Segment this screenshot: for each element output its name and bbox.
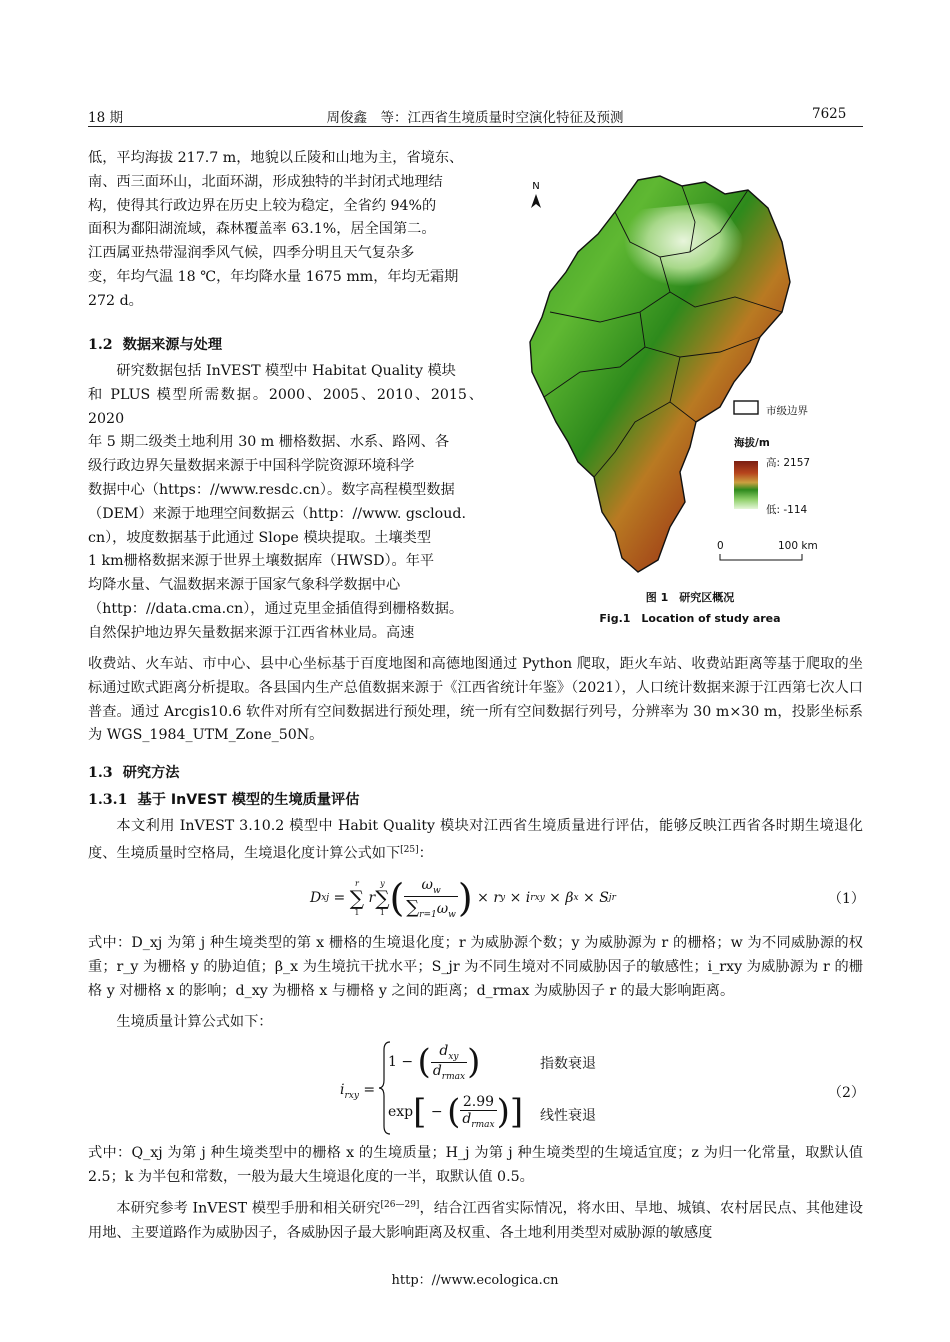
paragraph-eq1-variables: 式中：D_xj 为第 j 种生境类型的第 x 栅格的生境退化度；r 为威胁源个数；y 为威胁源为 r 的栅格；w 为不同威胁源的权重；r_y 为栅格 y 的胁迫值；β_x 为生境抗干扰水平；S_jr 为不同生境对不同威胁因子的敏感性；i_rxy 为威胁源为 r 的栅格 y 对栅格 x 的影响；d_xy 为栅格 x 与栅格 y 之间的距离；d_rmax 为威胁因子 r 的最大影响距离。 xyxy=(88,935,863,999)
paragraph-data-sources xyxy=(88,360,483,646)
legend-elevation-bar xyxy=(734,461,758,509)
paragraph-threat-factors xyxy=(88,1194,863,1245)
scale-zero-label: 0 xyxy=(717,540,724,552)
equation-1-number: （1） xyxy=(828,891,865,907)
section-1-3-heading xyxy=(88,762,179,782)
line: （DEM）来源于地理空间数据云（http：//www. gscloud. xyxy=(88,505,466,522)
line: 和 PLUS 模型所需数据。2000、2005、2010、2015、2020 xyxy=(88,386,483,427)
scale-end-label: 100 km xyxy=(778,540,818,552)
line: cn），坡度数据基于此通过 Slope 模块提取。土壤类型 xyxy=(88,529,432,546)
equation-2-number: （2） xyxy=(828,1085,865,1101)
line: 年 5 期二级类土地利用 30 m 栅格数据、水系、路网、各 xyxy=(88,434,450,451)
section-number: 1.3 xyxy=(88,765,113,781)
line: 1 km栅格数据来源于世界土壤数据库（HWSD）。年平 xyxy=(88,553,435,570)
page-number: 7625 xyxy=(812,106,847,122)
citation: [25] xyxy=(400,844,419,855)
label-linear-decay: 线性衰退 xyxy=(540,1108,596,1124)
line: 均降水量、气温数据来源于国家气象科学数据中心 xyxy=(88,577,401,594)
line: 272 d。 xyxy=(88,292,143,309)
equation-2-exponential: 1 − ( $\frac{d_{xy}}{d_{rmax}}$ ) xyxy=(388,1042,481,1082)
north-label: N xyxy=(532,181,540,192)
line: 研究数据包括 InVEST 模型中 Habitat Quality 模块 xyxy=(116,363,456,379)
legend-boundary-label: 市级边界 xyxy=(766,405,808,417)
section-1-3-1-heading xyxy=(88,789,359,809)
legend-boundary-swatch xyxy=(734,401,758,414)
figure-caption-en: Fig.1 Location of study area xyxy=(599,612,781,625)
running-title: 周俊鑫 等：江西省生境质量时空演化特征及预测 xyxy=(326,110,624,126)
section-number: 1.2 xyxy=(88,337,113,353)
citation: [26—29] xyxy=(380,1200,420,1210)
label-exponential-decay: 指数衰退 xyxy=(540,1056,596,1072)
study-area-map xyxy=(520,172,860,602)
legend-high-label: 高: 2157 xyxy=(766,457,811,469)
line: 自然保护地边界矢量数据来源于江西省林业局。高速 xyxy=(88,624,415,641)
line: 面积为鄱阳湖流域，森林覆盖率 63.1%，居全国第二。 xyxy=(88,221,436,238)
equation-constant: 2.99 xyxy=(460,1094,496,1111)
line: 江西属亚热带湿润季风气候，四季分明且天气复杂多 xyxy=(88,245,415,262)
issue-number: 18 期 xyxy=(88,110,123,126)
scale-bar xyxy=(720,554,802,560)
section-title: 研究方法 xyxy=(122,765,180,781)
figure-caption-cn: 图 1 研究区概况 xyxy=(645,591,735,604)
line: 构，使得其行政边界在历史上较为稳定，全省约 94%的 xyxy=(88,197,437,214)
section-1-2-heading xyxy=(88,334,222,354)
north-arrow-icon xyxy=(531,194,541,208)
line: 南、西三面环山，北面环湖，形成独特的半封闭式地理结 xyxy=(88,173,443,190)
section-title: 数据来源与处理 xyxy=(122,337,223,353)
equation-2-linear: exp [ − ( $\frac{2.99}{d_{rmax}}$ ) ] xyxy=(388,1092,524,1132)
equation-2-lhs: $i_{rxy}$ = xyxy=(340,1082,376,1101)
paragraph-eq2-variables: 式中：Q_xj 为第 j 种生境类型中的栅格 x 的生境质量；H_j 为第 j 种生境类型的生境适宜度；z 为归一化常量，取默认值 2.5；k 为半包和常数，一般为最大生境退化度的一半，取默认值 0.5。 xyxy=(88,1145,863,1185)
line: 数据中心（https：//www.resdc.cn）。数字高程模型数据 xyxy=(88,481,455,498)
legend-elevation-title: 海拔/m xyxy=(734,437,770,449)
section-number: 1.3.1 xyxy=(88,792,128,808)
line: 变，年均气温 18 ℃，年均降水量 1675 mm，年均无霜期 xyxy=(88,268,459,285)
paragraph-geography xyxy=(88,147,483,314)
text: ： xyxy=(418,845,433,862)
legend-low-label: 低: -114 xyxy=(766,504,808,516)
paragraph-data-processing: 收费站、火车站、市中心、县中心坐标基于百度地图和高德地图通过 Python 爬取，距火车站、收费站距离等基于爬取的坐标通过欧式距离分析提取。各县国内生产总值数据来源于《江西省统计年鉴》（2021），人口统计数据来源于江西第七次人口普查。通过 Arcgis10.6 软件对所有空间数据进行预处理，统一所有空间数据行列号，分辨率为 30 m×30 m，投影坐标系为 WGS_1984_UTM_Zone_50N。 xyxy=(88,656,863,744)
text: 本研究参考 InVEST 模型手册和相关研究 xyxy=(116,1200,381,1217)
header-rule xyxy=(88,126,863,127)
text: 本文利用 InVEST 3.10.2 模型中 Habit Quality 模块对江西省生境质量进行评估，能够反映江西省各时期生境退化度、生境质量时空格局，生境退化度计算公式如下 xyxy=(88,818,863,862)
footer-url: http：//www.ecologica.cn xyxy=(391,1273,559,1288)
paragraph-eq2-intro: 生境质量计算公式如下： xyxy=(116,1014,273,1030)
line: 级行政边界矢量数据来源于中国科学院资源环境科学 xyxy=(88,458,415,475)
equation-1: D xj = r ∑ 1 r y ∑ 1 ( $\frac{\omega_w}{\sum_{r=1}\omega_w}$ ) × r y × i rxy × β x × S jr xyxy=(310,876,616,920)
text: ，结合江西省实际情况，将水田、旱地、城镇、农村居民点、其他建设用地、主要道路作为威胁因子，各威胁因子最大影响距离及权重、各土地利用类型对威胁源的敏感度 xyxy=(88,1200,863,1241)
section-title: 基于 InVEST 模型的生境质量评估 xyxy=(137,792,360,808)
line: （http：//data.cma.cn），通过克里金插值得到栅格数据。 xyxy=(88,600,464,617)
paragraph-method-intro xyxy=(88,815,863,866)
line: 低，平均海拔 217.7 m，地貌以丘陵和山地为主，省境东、 xyxy=(88,150,464,166)
